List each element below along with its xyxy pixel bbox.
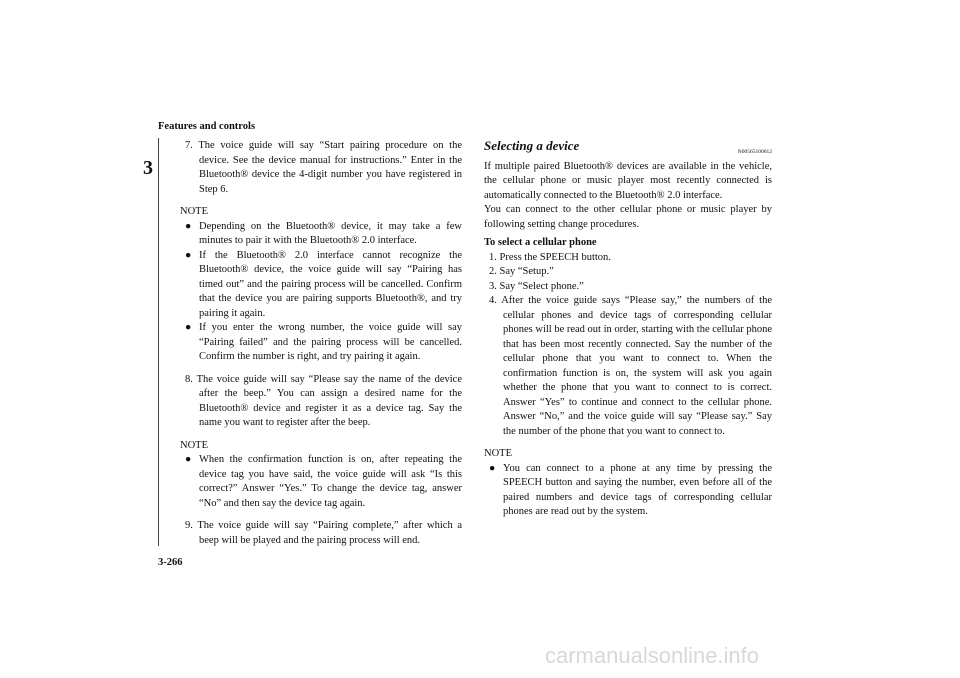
section-heading: [484, 139, 772, 154]
step-item: 1. Press the SPEECH button.: [489, 251, 611, 263]
chapter-number: 3: [143, 157, 153, 179]
bullet-dot-icon: ●: [185, 249, 192, 261]
bullet-dot-icon: ●: [185, 220, 192, 232]
left-column: [180, 139, 462, 548]
intro-paragraph: You can connect to the other cellular phone or music player by following setting change procedures.: [484, 204, 772, 230]
step-item: 4. After the voice guide says “Please say,” the numbers of the cellular phones and device tags of corresponding cellular phones will be read out in order, starting with the cellular phone that has been most recently connected. Say the number of the cellular phone that you want to connect to. When the confirmation function is on, the system will ask you again whether the phone that you want to connect to is correct. Answer “Yes” to continue and connect to the cellular phone. Answer “No,” and the voice guide will say “Please say.” Say the number of the phone that you want to connect to.: [489, 295, 773, 437]
bullet-dot-icon: ●: [185, 322, 192, 333]
watermark-footer: carmanualsonline.info: [545, 643, 760, 668]
step-item: 3. Say “Select phone.”: [489, 280, 584, 292]
step-9: 9. The voice guide will say “Pairing complete,” after which a beep will be played and the pairing process will end.: [185, 520, 462, 546]
running-header: Features and controls: [158, 121, 256, 132]
subheading: To select a cellular phone: [484, 237, 597, 248]
bullet-dot-icon: ●: [185, 454, 192, 465]
right-column: [484, 139, 772, 520]
step-item: 2. Say “Setup.”: [489, 266, 554, 277]
note-label: NOTE: [484, 448, 512, 459]
note-text: When the confirmation function is on, after repeating the device tag you have said, the voice guide will ask “Is this correct?” Answer “Yes.” To change the device tag, answer “No” and then say the device tag again.: [199, 454, 462, 509]
note-text: You can connect to a phone at any time by pressing the SPEECH button and saying the number, even before all of the paired numbers and device tags of corresponding cellular phones are read out by the system.: [503, 462, 772, 517]
step-8: 8. The voice guide will say “Please say the name of the device after the beep.” You can assign a desired name for the Bluetooth® device and register it as a device tag. Say the name you want to register after the beep.: [185, 373, 462, 428]
note-bullet: [180, 220, 462, 249]
note-bullet: [180, 249, 462, 322]
note-label: NOTE: [180, 206, 208, 217]
note-bullet: [484, 462, 772, 520]
note-bullet: [180, 453, 462, 511]
bullet-dot-icon: ●: [489, 462, 496, 474]
section-code: N00565100012: [737, 149, 772, 155]
note-text: If you enter the wrong number, the voice guide will say “Pairing failed” and the pairing process will be cancelled. Confirm the number is right, and try pairing it again.: [199, 322, 462, 362]
page-number: 3-266: [158, 557, 183, 568]
chapter-divider-line: [158, 138, 159, 546]
note-bullet: [180, 321, 462, 365]
note-label: NOTE: [180, 439, 208, 451]
note-text: If the Bluetooth® 2.0 interface cannot recognize the Bluetooth® device, the voice guide will say “Pairing has timed out” and the pairing process will be cancelled. Confirm that the device you are pairing supports Bluetooth®, and try pairing it again.: [199, 249, 462, 319]
step-7: 7. The voice guide will say “Start pairing procedure on the device. See the device manual for instructions.” Enter in the Bluetooth® device the 4-digit number you have registered in Step 6.: [185, 140, 462, 195]
section-heading-text: Selecting a device: [484, 138, 580, 153]
note-text: Depending on the Bluetooth® device, it may take a few minutes to pair it with the Bluetooth® 2.0 interface.: [199, 220, 462, 246]
intro-paragraph: If multiple paired Bluetooth® devices are available in the vehicle, the cellular phone or music player most recently connected is automatically connected to the Bluetooth® 2.0 interface.: [484, 160, 772, 201]
